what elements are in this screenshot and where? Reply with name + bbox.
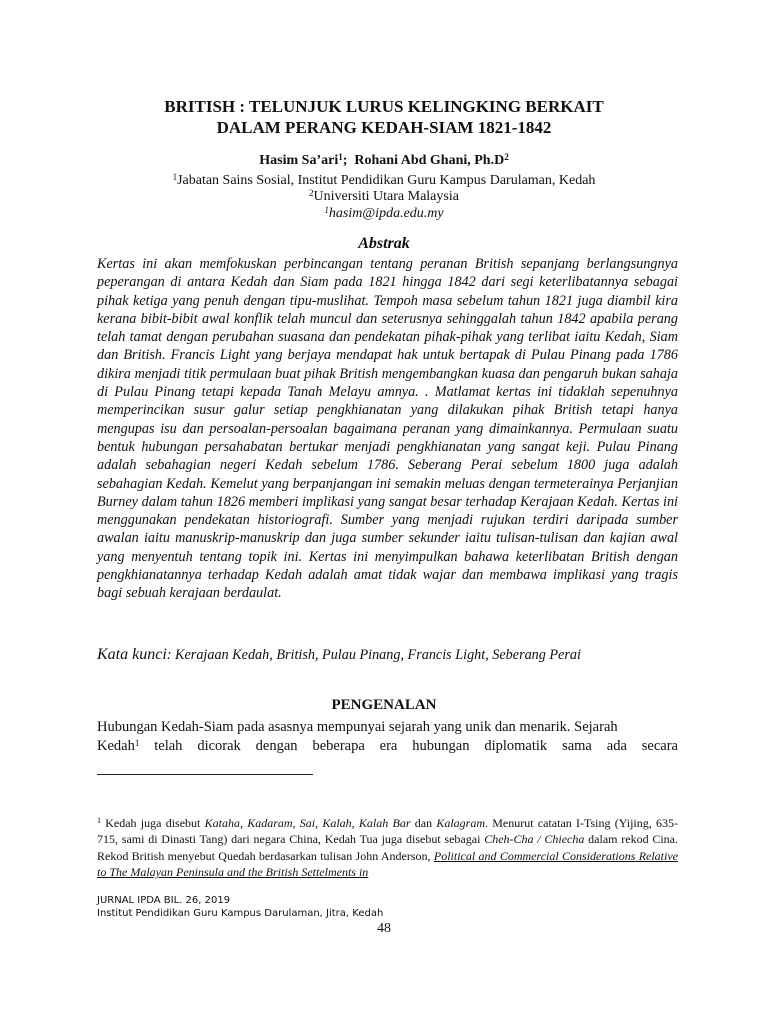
affiliation-1-text: Jabatan Sains Sosial, Institut Pendidikan Guru Kampus Darulaman, Kedah bbox=[177, 173, 596, 188]
abstract-heading: Abstrak bbox=[358, 235, 410, 252]
keywords bbox=[97, 646, 697, 664]
footnote-italic-names: Kataha, Kadaram, Sai, Kalah, Kalah Bar bbox=[204, 816, 411, 830]
author-2-mark: 2 bbox=[504, 152, 509, 162]
affiliation-2-mark: 2 bbox=[309, 188, 314, 198]
footnote-italic-kalagram: Kalagram bbox=[436, 816, 485, 830]
footnote-italic-book-title: Political and Commercial Considerations Relative to The Malayan Peninsula and the British Settelments in bbox=[97, 848, 679, 879]
keywords-label: Kata kunci bbox=[97, 646, 167, 663]
author-1: Hasim Sa’ari bbox=[259, 153, 339, 168]
footnote-1 bbox=[97, 815, 678, 880]
footnote-text: . Menurut catatan I-Tsing (Yijing, 635-715, sami di Dinasti Tang) dari negara China, Kedah Tua juga disebut sebagai bbox=[97, 816, 678, 847]
footnote-mark: 1 bbox=[97, 816, 101, 825]
footnote-divider bbox=[97, 774, 313, 775]
affiliation-2-text: Universiti Utara Malaysia bbox=[313, 189, 459, 204]
affiliation-1 bbox=[0, 172, 768, 189]
page-number: 48 bbox=[377, 921, 391, 936]
intro-line-2 bbox=[97, 737, 678, 756]
journal-name: JURNAL IPDA BIL. 26, 2019 bbox=[97, 895, 231, 906]
abstract-body: Kertas ini akan memfokuskan perbincangan tentang peranan British sepanjang berlangsungnya peperangan di antara Kedah dan Siam pada 1821 hingga 1842 dari segi keterlibatannya sebagai pihak ketiga yang penuh dengan tipu-muslihat. Tempoh masa sebelum tahun 1821 juga diambil kira kerana bibit-bibit awal konflik telah muncul dan seterusnya sehinggalah tahun 1842 apabila perang telah tamat dengan perubahan suasana dan pendekatan pihak-pihak yang terlibat iaitu Kedah, Siam dan British. Francis Light yang berjaya mendapat hak untuk bertapak di Pulau Pinang pada 1786 dikira menjadi titik permulaan buat pihak British mengembangkan kuasa dan pengaruh bukan sahaja di Pulau Pinang tetapi kepada Tanah Melayu amnya. . Matlamat kertas ini tidaklah sepenuhnya memperincikan susur galur setiap pengkhianatan yang dilakukan pihak British tetapi hanya mengupas isu dan persoalan-persoalan bagaimana peranan yang dimainkannya. Permulaan suatu bentuk hubungan persahabatan bertukar menjadi pengkhianatan yang sangat keji. Pulau Pinang adalah sebahagian negeri Kedah sebelum 1786. Seberang Perai sebelum 1800 juga adalah sebahagian Kedah. Kemelut yang berpanjangan ini semakin meluas dengan termeterainya Perjanjian Burney dalam tahun 1826 memberi implikasi yang sangat besar terhadap Kerajaan Kedah. Kertas ini menggunakan pendekatan historiografi. Sumber yang menjadi rujukan terdiri daripada sumber awalan iaitu manuskrip-manuskrip dan juga sumber sekunder iaitu tulisan-tulisan dan kajian awal yang menyentuh tentang topik ini. Kertas ini menyimpulkan bahawa keterlibatan British dengan pengkhianatannya terhadap Kedah adalah amat tidak wajar dan membawa implikasi yang tragis bagi sebuah kerajaan berdaulat. bbox=[97, 256, 678, 602]
footnote-text: Kedah juga disebut bbox=[101, 816, 205, 830]
journal-institution: Institut Pendidikan Guru Kampus Darulaman, Jitra, Kedah bbox=[97, 908, 384, 919]
email-text: hasim@ipda.edu.my bbox=[328, 206, 444, 221]
footnote-ref-1[interactable]: 1 bbox=[134, 738, 140, 748]
intro-word-kedah: Kedah bbox=[97, 738, 135, 754]
journal-footer bbox=[97, 894, 383, 920]
intro-line-2-rest: telah dicorak dengan beberapa era hubungan diplomatik sama ada secara bbox=[139, 738, 678, 754]
section-heading: PENGENALAN bbox=[331, 697, 437, 713]
footnote-italic-chehcha: Cheh-Cha / Chiecha bbox=[484, 832, 585, 847]
author-1-mark: 1 bbox=[338, 152, 343, 162]
intro-line-1: Hubungan Kedah-Siam pada asasnya mempunyai sejarah yang unik dan menarik. Sejarah bbox=[97, 719, 618, 735]
paper-title bbox=[0, 96, 768, 138]
title-line-2: DALAM PERANG KEDAH-SIAM 1821-1842 bbox=[216, 118, 552, 137]
author-2: Rohani Abd Ghani, Ph.D bbox=[354, 153, 505, 168]
keywords-text: : Kerajaan Kedah, British, Pulau Pinang, Francis Light, Seberang Perai bbox=[166, 647, 581, 663]
introduction-paragraph bbox=[97, 718, 678, 756]
affiliation-2 bbox=[0, 188, 768, 205]
title-line-1: BRITISH : TELUNJUK LURUS KELINGKING BERKAIT bbox=[164, 97, 604, 116]
footnote-text: dalam rekod Cina. Rekod British menyebut Quedah berdasarkan tulisan John Anderson, bbox=[97, 832, 679, 863]
author-list bbox=[0, 152, 768, 170]
footnote-text: dan bbox=[410, 816, 437, 830]
author-email bbox=[0, 205, 768, 222]
email-mark: 1 bbox=[324, 205, 329, 215]
author-separator: ; bbox=[342, 153, 355, 168]
affiliation-1-mark: 1 bbox=[172, 172, 178, 182]
